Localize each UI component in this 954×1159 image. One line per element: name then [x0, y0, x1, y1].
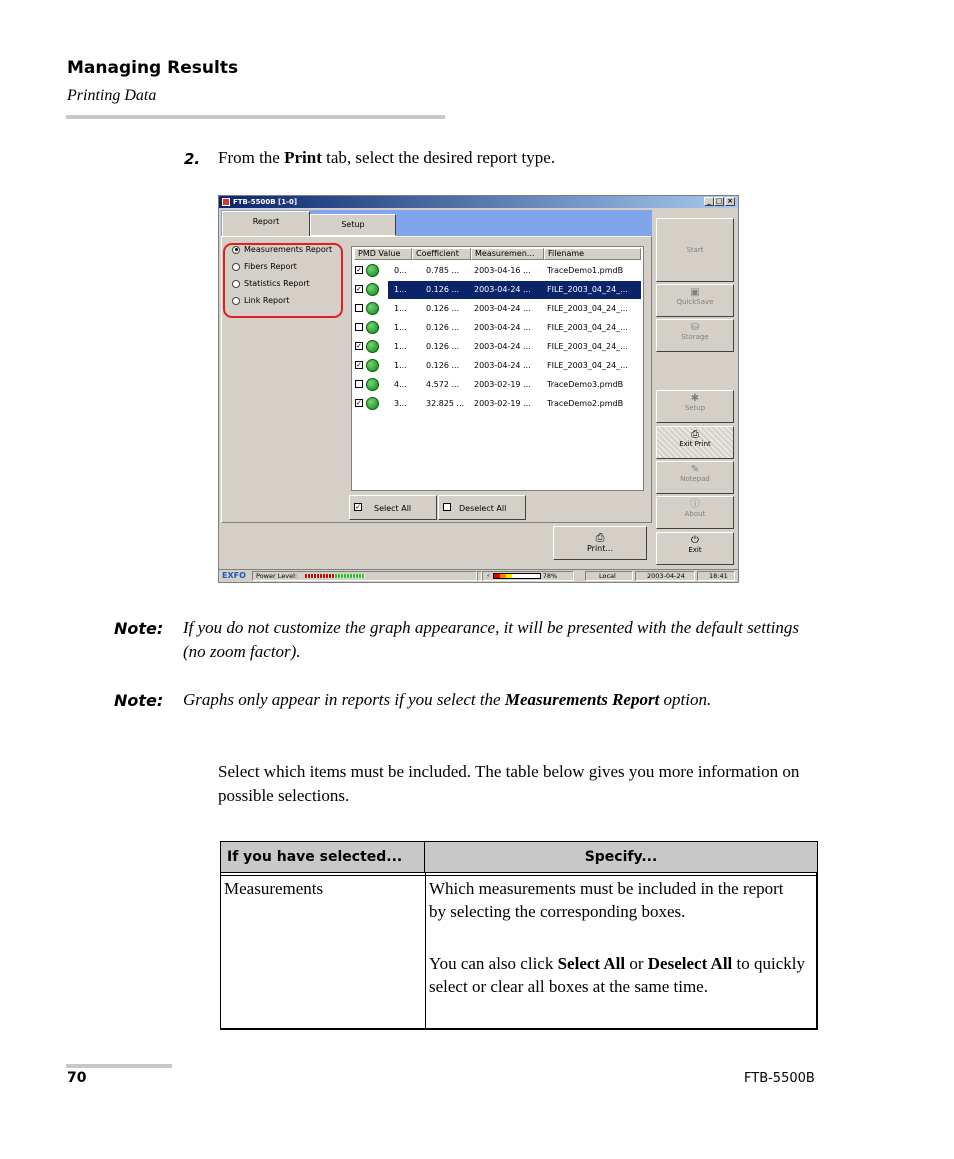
power-level-field: Power Level:: [252, 571, 477, 581]
table-row[interactable]: [352, 357, 641, 375]
battery-icon: ⚡: [486, 572, 491, 580]
exit-print-button[interactable]: ⎙ Exit Print: [656, 426, 734, 459]
note-text: Graphs only appear in reports if you select the Measurements Report option.: [183, 690, 712, 709]
cell-filename: FILE_2003_04_24_...: [547, 304, 628, 313]
window-titlebar: [219, 196, 738, 208]
column-filename[interactable]: Filename: [544, 248, 641, 260]
page-number: 70: [67, 1070, 87, 1086]
setup-button[interactable]: ✱ Setup: [656, 390, 734, 423]
power-icon: ⏻: [691, 535, 699, 546]
print-button[interactable]: [553, 526, 647, 560]
date-field: 2003-04-24: [635, 571, 695, 581]
radio-measurements-report[interactable]: Measurements Report: [232, 245, 332, 257]
column-divider: [425, 872, 426, 1029]
time-field: 18:41: [697, 571, 735, 581]
quicksave-button[interactable]: ▣ QuickSave: [656, 284, 734, 317]
checkbox-checked-icon[interactable]: ✓: [356, 342, 362, 350]
checkbox-checked-icon[interactable]: ✓: [356, 361, 362, 369]
cell-measurement-date: 2003-02-19 ...: [474, 380, 531, 389]
cell-pmd: 1...: [394, 304, 407, 313]
cell-filename: FILE_2003_04_24_...: [547, 361, 628, 370]
cell-filename: TraceDemo2.pmdB: [547, 399, 624, 408]
cell-coefficient: 0.126 ...: [426, 304, 460, 313]
header-divider: [221, 872, 817, 873]
cell-pmd: 1...: [394, 342, 407, 351]
start-button[interactable]: Start: [656, 218, 734, 282]
power-bar-green: [335, 574, 365, 578]
table-row[interactable]: [352, 376, 641, 394]
table-row[interactable]: [352, 262, 641, 280]
highlight-annotation: [223, 243, 343, 318]
tools-icon: ✱: [690, 393, 700, 404]
cell-filename: FILE_2003_04_24_...: [547, 342, 628, 351]
table-header-specify: Specify...: [425, 842, 817, 872]
cell-measurement-date: 2003-04-24 ...: [474, 323, 531, 332]
cell-measurement-date: 2003-04-24 ...: [474, 361, 531, 370]
note-1: [114, 616, 824, 666]
table-row[interactable]: [352, 300, 641, 318]
selection-table: [220, 841, 818, 1030]
table-cell-spec-2: You can also click Select All or Deselect All to quickly select or clear all boxes at the same time.: [429, 954, 805, 996]
close-button[interactable]: ×: [725, 197, 735, 206]
status-led-icon: [366, 302, 379, 315]
radio-link-report[interactable]: Link Report: [232, 296, 289, 308]
table-row[interactable]: [352, 338, 641, 356]
deselect-all-label: Deselect All: [459, 504, 507, 513]
checkbox-checked-icon[interactable]: ✓: [356, 285, 362, 293]
window-title: FTB-5500B [1-0]: [233, 198, 298, 206]
checkbox-empty-icon[interactable]: [355, 323, 363, 331]
status-led-icon: [366, 359, 379, 372]
note-label: Note:: [114, 691, 164, 710]
cell-coefficient: 0.126 ...: [426, 361, 460, 370]
status-led-icon: [366, 283, 379, 296]
select-all-label: Select All: [374, 504, 412, 513]
tab-setup[interactable]: Setup: [310, 214, 396, 236]
tab-report[interactable]: Report: [222, 211, 310, 237]
battery-gauge: [493, 573, 541, 579]
storage-icon: ⛁: [690, 322, 700, 333]
storage-button[interactable]: ⛁ Storage: [656, 319, 734, 352]
header-rule: [66, 115, 445, 119]
header-divider-2: [221, 875, 817, 876]
cell-filename: TraceDemo1.pmdB: [547, 266, 624, 275]
cell-measurement-date: 2003-04-24 ...: [474, 285, 531, 294]
checkbox-empty-icon: [443, 503, 451, 511]
status-led-icon: [366, 378, 379, 391]
floppy-icon: ▣: [690, 287, 700, 298]
cell-measurement-date: 2003-04-24 ...: [474, 304, 531, 313]
status-led-icon: [366, 340, 379, 353]
cell-coefficient: 4.572 ...: [426, 380, 460, 389]
exit-button[interactable]: ⏻ Exit: [656, 532, 734, 565]
app-icon: [222, 198, 230, 206]
product-name: FTB-5500B: [744, 1071, 815, 1086]
cell-pmd: 1...: [394, 285, 407, 294]
notepad-button[interactable]: ✎ Notepad: [656, 461, 734, 494]
cell-pmd: 4...: [394, 380, 407, 389]
maximize-button[interactable]: □: [715, 197, 723, 205]
table-cell-spec-1: Which measurements must be included in the report by selecting the corresponding boxes.: [429, 879, 784, 921]
note-label: Note:: [114, 619, 164, 638]
cell-coefficient: 0.126 ...: [426, 285, 460, 294]
column-coefficient[interactable]: Coefficient: [412, 248, 471, 260]
status-led-icon: [366, 397, 379, 410]
cell-coefficient: 0.785 ...: [426, 266, 460, 275]
cell-measurement-date: 2003-04-16 ...: [474, 266, 531, 275]
cell-measurement-date: 2003-04-24 ...: [474, 342, 531, 351]
section-title: Managing Results: [67, 58, 239, 78]
cell-pmd: 1...: [394, 361, 407, 370]
about-icon: ⓘ: [690, 499, 700, 510]
app-screenshot: [218, 195, 739, 583]
table-row[interactable]: [352, 281, 641, 299]
about-button[interactable]: ⓘ About: [656, 496, 734, 529]
deselect-all-button[interactable]: [438, 495, 526, 520]
step-number: 2.: [184, 150, 201, 168]
cell-pmd: 0...: [394, 266, 407, 275]
minimize-button[interactable]: _: [704, 197, 714, 206]
checkbox-empty-icon[interactable]: [355, 380, 363, 388]
cell-coefficient: 0.126 ...: [426, 323, 460, 332]
cell-filename: FILE_2003_04_24_...: [547, 323, 628, 332]
step-2: [184, 148, 684, 170]
cell-pmd: 1...: [394, 323, 407, 332]
column-pmd-value[interactable]: PMD Value: [354, 248, 412, 260]
step-text: From the Print tab, select the desired report type.: [218, 148, 556, 167]
checkbox-empty-icon[interactable]: [355, 304, 363, 312]
printer-icon: ⎙: [691, 429, 699, 440]
note-2: [114, 688, 824, 738]
footer-rule: [66, 1064, 172, 1068]
status-led-icon: [366, 264, 379, 277]
mode-field: Local: [585, 571, 633, 581]
table-cell-measurements: Measurements: [224, 879, 324, 898]
print-label: Print...: [586, 544, 614, 553]
status-bar: [219, 569, 738, 583]
measurements-list[interactable]: [351, 246, 644, 491]
cell-coefficient: 32.825 ...: [426, 399, 465, 408]
cell-filename: TraceDemo3.pmdB: [547, 380, 624, 389]
checkbox-checked-icon[interactable]: ✓: [356, 266, 362, 274]
checkbox-checked-icon[interactable]: ✓: [356, 399, 362, 407]
section-subtitle: Printing Data: [67, 87, 157, 104]
battery-field: ⚡ 78%: [482, 571, 574, 581]
note-text: If you do not customize the graph appearance, it will be presented with the default settings (no zoom factor).: [183, 618, 800, 661]
checkbox-checked-icon: ✓: [355, 503, 361, 511]
table-row[interactable]: [352, 319, 641, 337]
cell-coefficient: 0.126 ...: [426, 342, 460, 351]
table-header-selected: If you have selected...: [221, 842, 425, 872]
status-led-icon: [366, 321, 379, 334]
cell-measurement-date: 2003-02-19 ...: [474, 399, 531, 408]
radio-statistics-report[interactable]: Statistics Report: [232, 279, 310, 291]
select-all-button[interactable]: [349, 495, 437, 520]
cell-pmd: 3...: [394, 399, 407, 408]
notepad-icon: ✎: [690, 464, 700, 475]
table-row[interactable]: [352, 395, 641, 413]
radio-fibers-report[interactable]: Fibers Report: [232, 262, 297, 274]
power-bar-red: [305, 574, 335, 578]
cell-filename: FILE_2003_04_24_...: [547, 285, 628, 294]
exfo-logo: EXFO: [222, 571, 246, 580]
column-measurement[interactable]: Measuremen...: [471, 248, 544, 260]
printer-icon: ⎙: [595, 531, 605, 544]
body-paragraph: Select which items must be included. The table below gives you more information on possible selections.: [218, 762, 800, 805]
